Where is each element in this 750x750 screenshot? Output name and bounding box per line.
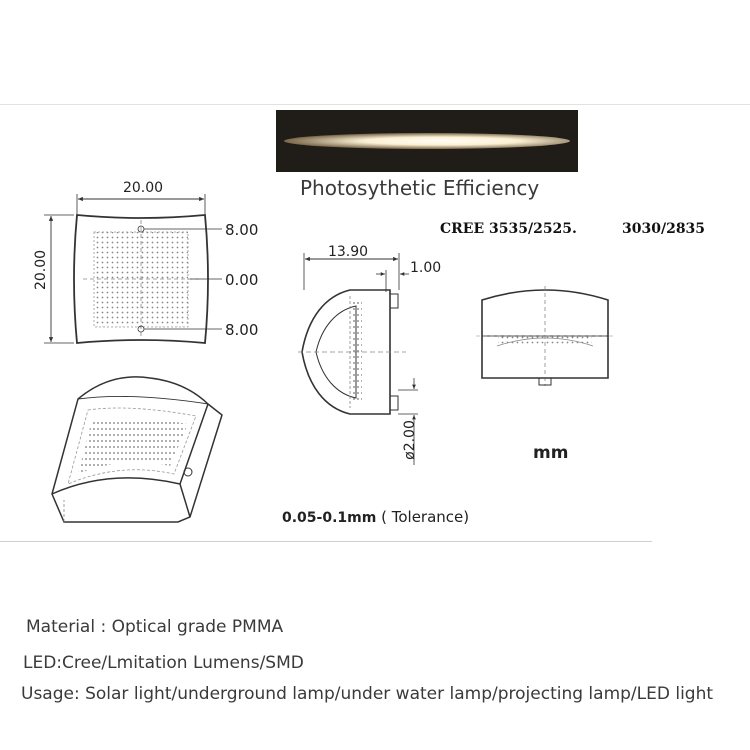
tolerance-label: ( Tolerance) [381,508,470,526]
dim-top-width: 20.00 [122,180,164,196]
tolerance-note [282,508,469,526]
unit-label: mm [533,443,569,463]
dim-center: 0.00 [225,271,259,289]
dim-side-step: 1.00 [410,260,442,276]
led-model-primary: CREE 3535/2525. [440,221,577,237]
spec-material: Material : Optical grade PMMA [26,617,284,637]
dim-left-height: 20.00 [33,249,49,291]
led-model-secondary: 3030/2835 [622,221,706,237]
dim-side-width: 13.90 [327,244,369,260]
front-view [44,194,222,343]
dim-offset-lower: 8.00 [225,321,259,339]
isometric-view [52,377,222,522]
tolerance-value: 0.05-0.1mm [282,510,377,526]
right-view [476,286,614,386]
side-view [298,253,418,465]
dim-offset-upper: 8.00 [225,221,259,239]
beam-caption: Photosythetic Efficiency [300,176,540,200]
dim-pin-diameter: ø2.00 [402,420,418,460]
spec-usage: Usage: Solar light/underground lamp/under water lamp/projecting lamp/LED light [21,684,714,704]
spec-led: LED:Cree/Lmitation Lumens/SMD [23,653,304,673]
